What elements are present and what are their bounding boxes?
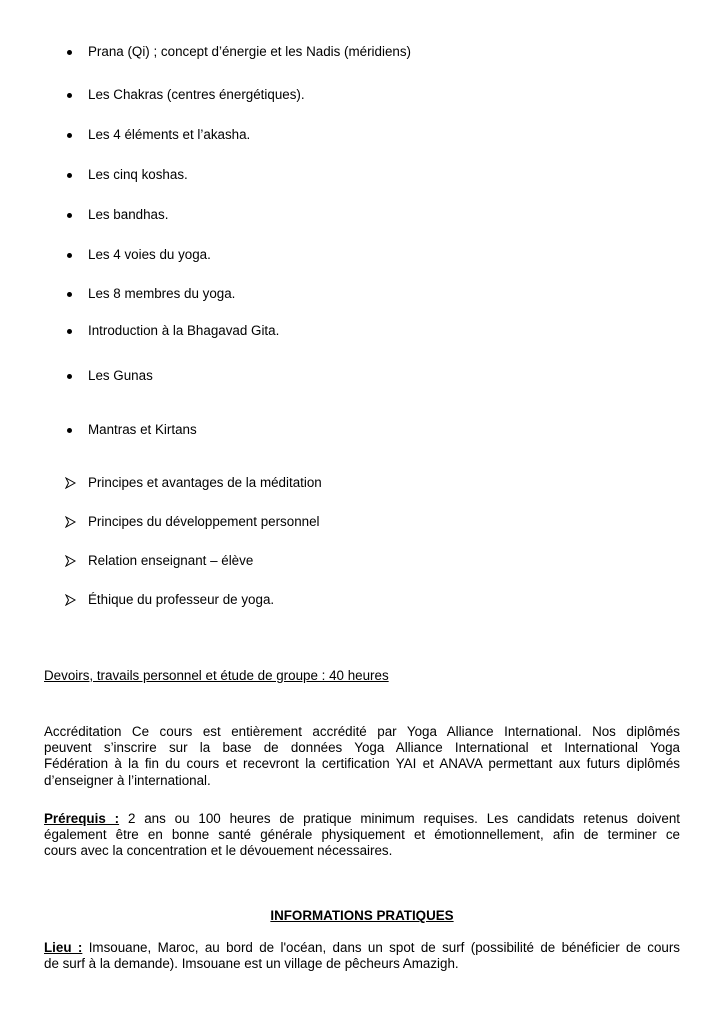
homework-heading: Devoirs, travails personnel et étude de groupe : 40 heures [44,668,389,683]
paragraph-line [44,940,680,956]
bullet-icon [67,213,72,218]
bullet-icon [67,292,72,297]
bullet-icon [67,253,72,258]
list-item-text: Relation enseignant – élève [88,553,254,568]
lieu-paragraph [44,940,680,972]
paragraph-line: cours avec la concentration et le dévouement nécessaires. [44,843,393,859]
list-item-text: Les Chakras (centres énergétiques). [88,87,305,102]
bullet-icon [67,93,72,98]
list-item-text: Les Gunas [88,368,153,383]
list-item-text: Les 8 membres du yoga. [88,286,236,301]
bullet-icon [67,133,72,138]
accreditation-paragraph [44,724,680,789]
lieu-first-line: Imsouane, Maroc, au bord de l'océan, dans un spot de surf (possibilité de bénéficier de cours [82,940,680,955]
arrow-bullet-icon [64,555,76,567]
lieu-label: Lieu : [44,940,83,955]
paragraph-line: Fédération à la fin du cours et recevront la certification YAI et ANAVA permettant aux futurs diplômés [44,756,680,772]
paragraph-line: peuvent s’inscrire sur la base de données Yoga Alliance International et International Yoga [44,740,680,756]
prerequis-paragraph [44,811,680,860]
list-item-text: Éthique du professeur de yoga. [88,592,275,607]
paragraph-line: Accréditation Ce cours est entièrement accrédité par Yoga Alliance International. Nos diplômés [44,724,680,739]
paragraph-line: également être en bonne santé générale physiquement et émotionnellement, afin de terminer ce [44,827,680,843]
list-item-text: Principes et avantages de la méditation [88,475,322,490]
bullet-icon [67,374,72,379]
paragraph-line: de surf à la demande). Imsouane est un village de pêcheurs Amazigh. [44,956,459,972]
paragraph-line [44,811,680,827]
arrow-bullet-icon [64,477,76,489]
bullet-icon [67,428,72,433]
list-item-text: Mantras et Kirtans [88,422,197,437]
prerequis-first-line: 2 ans ou 100 heures de pratique minimum requises. Les candidats retenus doivent [119,811,680,826]
bullet-icon [67,173,72,178]
paragraph-line: d’enseigner à l’international. [44,772,211,788]
info-heading: INFORMATIONS PRATIQUES [270,908,454,923]
list-item-text: Les 4 voies du yoga. [88,247,211,262]
list-item-text: Prana (Qi) ; concept d’énergie et les Nadis (méridiens) [88,44,412,59]
list-item-text: Principes du développement personnel [88,514,320,529]
prerequis-label: Prérequis : [44,811,120,826]
list-item-text: Introduction à la Bhagavad Gita. [88,323,280,338]
list-item-text: Les 4 éléments et l’akasha. [88,127,251,142]
list-item-text: Les cinq koshas. [88,167,188,182]
arrow-bullet-icon [64,594,76,606]
list-item-text: Les bandhas. [88,207,169,222]
arrow-bullet-icon [64,516,76,528]
bullet-icon [67,50,72,55]
bullet-icon [67,329,72,334]
